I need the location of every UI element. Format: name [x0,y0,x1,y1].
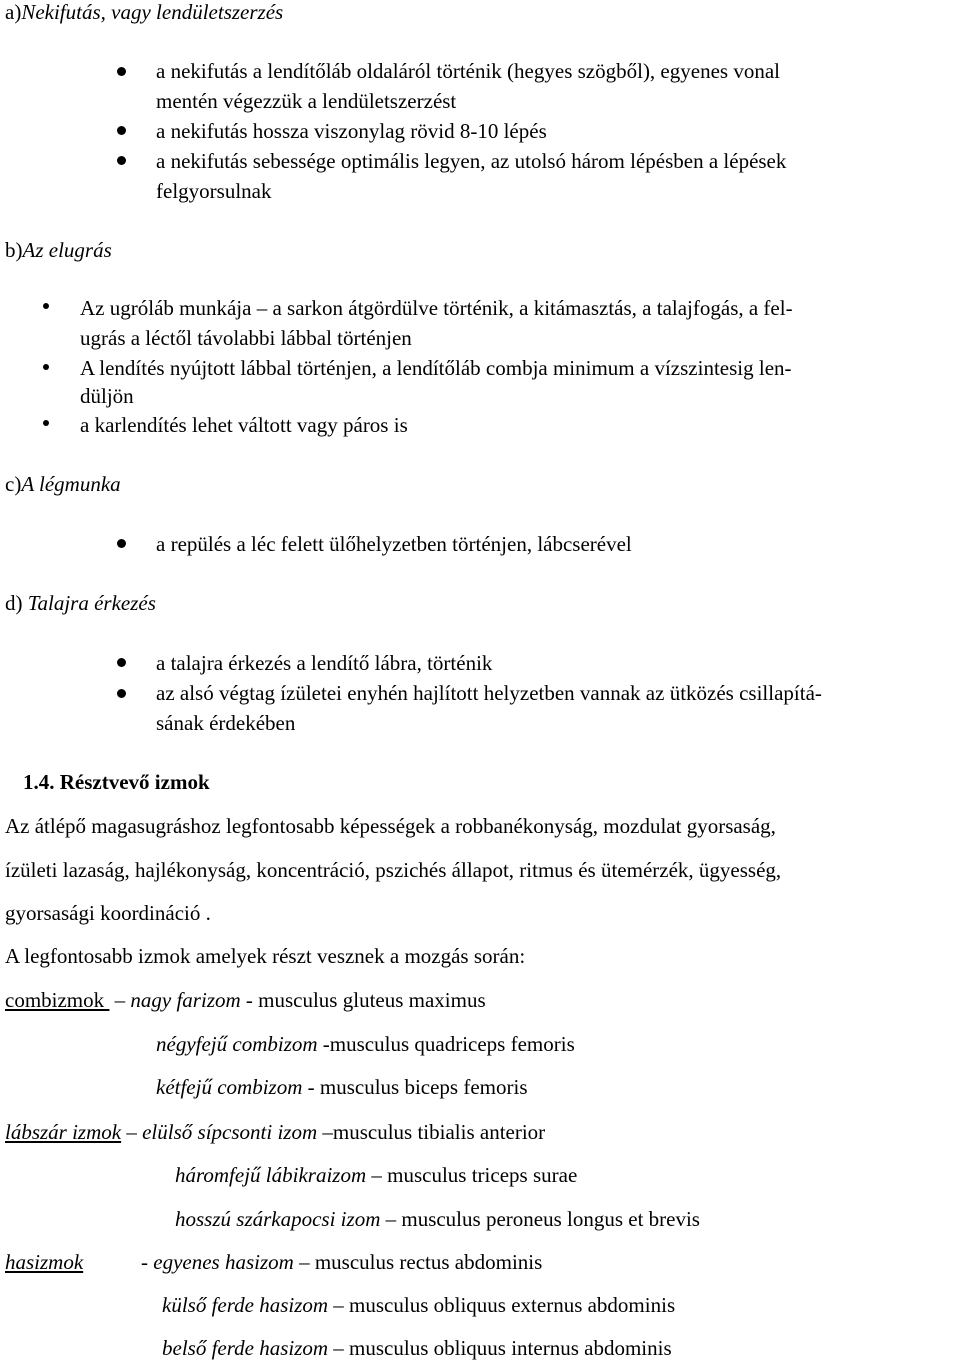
bullet-icon [117,539,126,548]
paragraph-line: gyorsasági koordináció . [5,901,211,925]
list-item-cont: felgyorsulnak [156,179,272,203]
section-b-heading: b)Az elugrás [5,238,112,262]
muscle-latin: -musculus quadriceps femoris [317,1032,575,1056]
muscle-row: lábszár izmok – elülső sípcsonti izom –musculus tibialis anterior [5,1120,546,1144]
list-item: a nekifutás sebessége optimális legyen, az utolsó három lépésben a lépések [156,149,787,173]
muscle-row [175,1209,700,1230]
paragraph-line: ízületi lazaság, hajlékonyság, koncentráció, pszichés állapot, ritmus és ütemérzék, ügyesség, [5,858,782,882]
muscle-row [162,1295,675,1316]
muscle-latin: - musculus biceps femoris [302,1075,528,1099]
muscle-group-label: lábszár izmok [5,1120,122,1144]
bullet-icon [117,67,126,76]
section-a-heading: a)Nekifutás, vagy lendületszerzés [5,0,284,24]
section-c-heading: c)A légmunka [5,472,121,496]
muscle-name: egyenes hasizom [153,1250,294,1274]
bullet-icon [117,689,126,698]
muscle-row [162,1338,672,1359]
muscle-row [175,1165,577,1186]
muscle-row [156,1034,575,1055]
list-item-cont: sának érdekében [156,711,296,735]
section-d-heading: d) Talajra érkezés [5,591,156,615]
bullet-icon [117,126,126,135]
muscle-name: belső ferde hasizom [162,1336,329,1360]
muscle-row: - egyenes hasizom – musculus rectus abdominis [141,1250,543,1274]
muscle-latin: – musculus obliquus externus abdominis [328,1293,676,1317]
list-item: a talajra érkezés a lendítő lábra, történik [156,651,493,675]
bullet-icon [117,658,126,667]
list-item: a nekifutás hossza viszonylag rövid 8-10 lépés [156,119,547,143]
muscle-row: combizmok – nagy farizom - musculus gluteus maximus [5,988,486,1012]
muscle-latin: - musculus gluteus maximus [240,988,486,1012]
muscle-name: nagy farizom [130,988,241,1012]
muscle-group-label: hasizmok [5,1250,84,1274]
bullet-icon [43,303,49,309]
list-item-cont: düljön [80,384,134,408]
muscle-latin: – musculus triceps surae [366,1163,578,1187]
list-item: A lendítés nyújtott lábbal történjen, a lendítőláb combja minimum a vízszintesig len- [80,356,792,380]
list-item: az alsó végtag ízületei enyhén hajlított helyzetben vannak az ütközés csillapítá- [156,681,822,705]
list-item-cont: mentén végezzük a lendületszerzést [156,89,457,113]
muscle-name: hosszú szárkapocsi izom [175,1207,381,1231]
muscle-latin: – musculus peroneus longus et brevis [380,1207,700,1231]
muscle-name: külső ferde hasizom [162,1293,329,1317]
bullet-icon [43,364,49,370]
list-item: Az ugróláb munkája – a sarkon átgördülve történik, a kitámasztás, a talajfogás, a fel- [80,296,793,320]
muscle-group-label: combizmok [5,988,110,1012]
section-heading: 1.4. Résztvevő izmok [23,770,210,794]
list-item-cont: ugrás a léctől távolabbi lábbal történjen [80,326,412,350]
list-item: a repülés a léc felett ülőhelyzetben történjen, lábcserével [156,532,632,556]
muscle-group-row [5,1252,83,1273]
muscle-name: kétfejű combizom [156,1075,303,1099]
bullet-icon [117,156,126,165]
muscle-name: elülső sípcsonti izom [142,1120,318,1144]
muscle-latin: – musculus obliquus internus abdominis [328,1336,672,1360]
muscle-name: háromfejű lábikraizom [175,1163,367,1187]
muscle-latin: –musculus tibialis anterior [317,1120,546,1144]
list-item: a karlendítés lehet váltott vagy páros is [80,413,408,437]
intro-text: A legfontosabb izmok amelyek részt vesznek a mozgás során: [5,944,526,968]
muscle-name: négyfejű combizom [156,1032,318,1056]
list-item: a nekifutás a lendítőláb oldaláról történik (hegyes szögből), egyenes vonal [156,59,780,83]
muscle-latin: – musculus rectus abdominis [293,1250,543,1274]
bullet-icon [43,420,49,426]
paragraph-line: Az átlépő magasugráshoz legfontosabb képességek a robbanékonyság, mozdulat gyorsaság, [5,814,776,838]
muscle-row [156,1077,528,1098]
